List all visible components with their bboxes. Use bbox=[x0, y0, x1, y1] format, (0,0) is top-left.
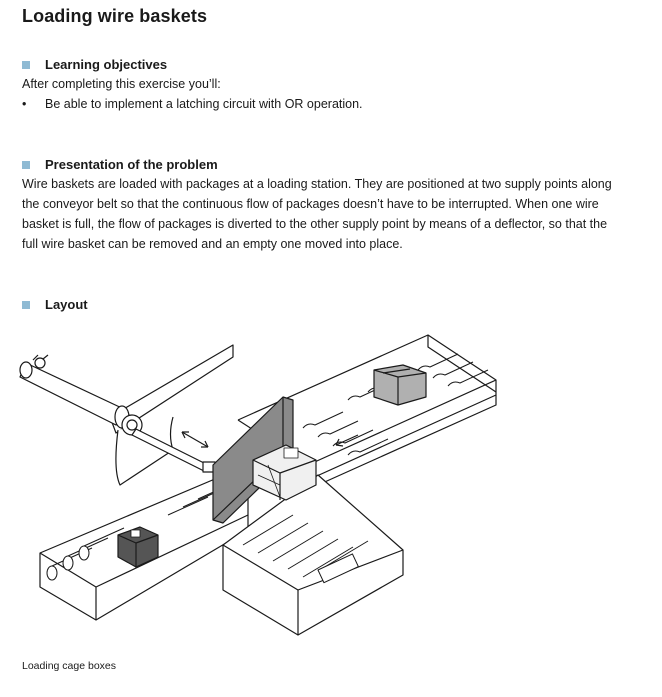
layout-heading: Layout bbox=[45, 297, 88, 312]
bullet-dot-icon: • bbox=[22, 97, 27, 111]
square-bullet-icon bbox=[22, 61, 30, 69]
objectives-list bbox=[22, 94, 363, 114]
problem-line: full wire basket can be removed and an empty one moved into place. bbox=[22, 237, 403, 251]
page-title: Loading wire baskets bbox=[22, 6, 208, 26]
objectives-heading: Learning objectives bbox=[45, 57, 168, 72]
objectives-intro: After completing this exercise you’ll: bbox=[22, 77, 221, 91]
square-bullet-icon bbox=[22, 161, 30, 169]
section-heading-problem bbox=[22, 157, 218, 172]
problem-paragraph bbox=[22, 174, 627, 254]
problem-line: basket is full, the flow of packages is diverted to the other supply point by means of a deflector, so that the bbox=[22, 217, 608, 231]
front-right-conveyor bbox=[223, 475, 403, 635]
list-item bbox=[22, 94, 363, 114]
figure-caption: Loading cage boxes bbox=[22, 660, 116, 672]
cylinder-group bbox=[20, 345, 233, 485]
package-box-back bbox=[374, 365, 426, 405]
problem-line: the conveyor belt so that the continuous flow of packages doesn’t have to be interrupted. When one wire bbox=[22, 197, 599, 211]
problem-heading: Presentation of the problem bbox=[45, 157, 218, 172]
double-arrow-icon bbox=[182, 432, 208, 447]
section-heading-objectives bbox=[22, 57, 167, 72]
problem-line: Wire baskets are loaded with packages at a loading station. They are positioned at two supply points along bbox=[22, 177, 612, 191]
objective-text: Be able to implement a latching circuit with OR operation. bbox=[45, 97, 363, 111]
conveyor-illustration bbox=[18, 325, 658, 660]
square-bullet-icon bbox=[22, 301, 30, 309]
section-heading-layout bbox=[22, 297, 88, 312]
